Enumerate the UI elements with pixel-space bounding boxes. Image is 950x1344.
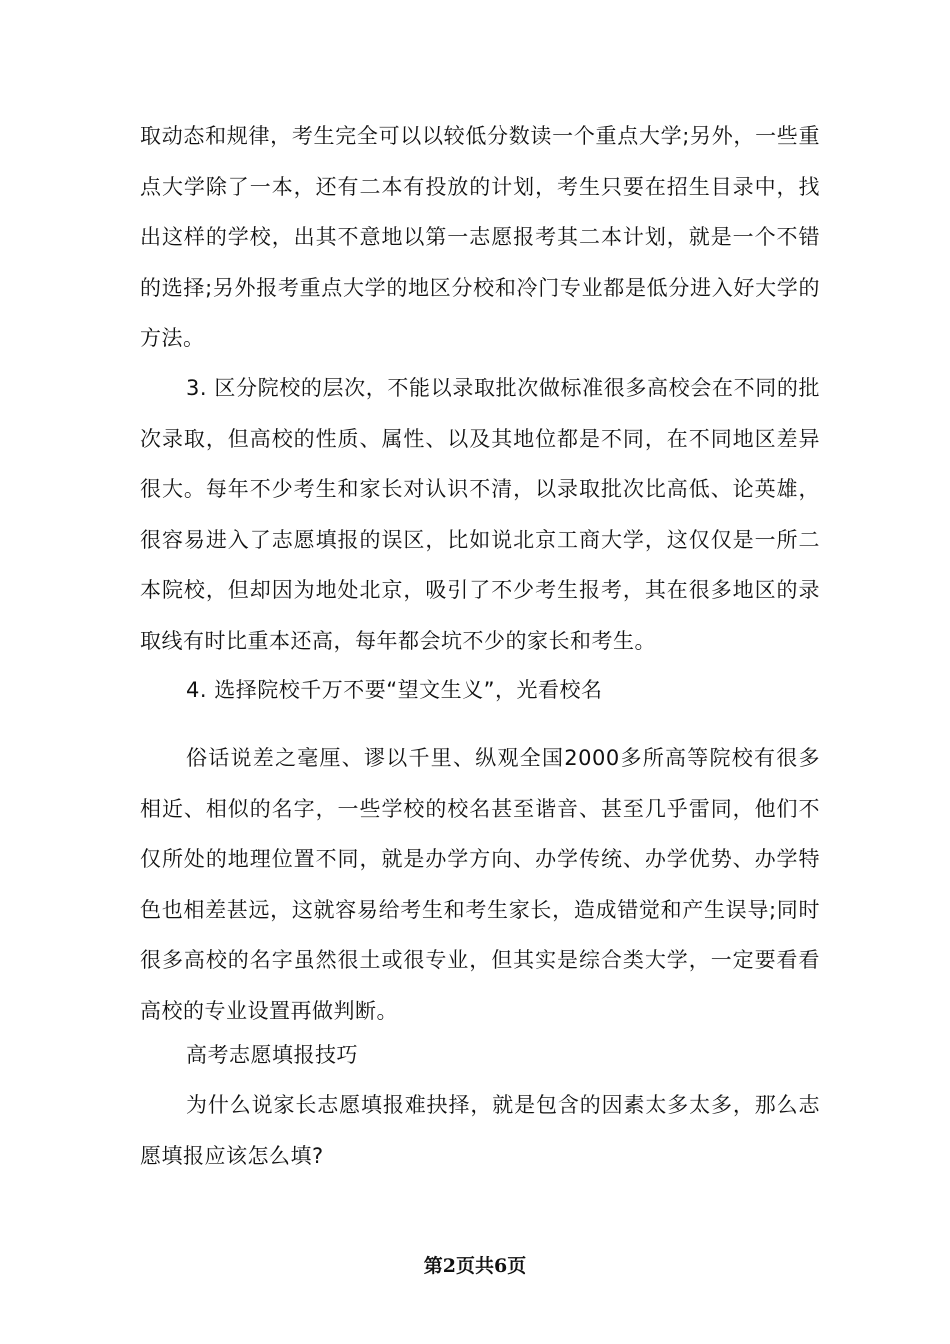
paragraph-continued-text: 取动态和规律，考生完全可以以较低分数读一个重点大学;另外，一些重点大学除了一本，还有二本有投放的计划，考生只要在招生目录中，找出这样的学校，出其不意地以第一志愿报考其二本计划，就是一个不错的选择;另外报考重点大学的地区分校和冷门专业都是低分进入好大学的方法。	[140, 124, 820, 350]
section-heading: 高考志愿填报技巧	[186, 1043, 358, 1067]
paragraph-point-4-body: 俗话说差之毫厘、谬以千里、纵观全国2000多所高等院校有很多相近、相似的名字，一些学校的校名甚至谐音、甚至几乎雷同，他们不仅所处的地理位置不同，就是办学方向、办学传统、办学优势、办学特色也相差甚远，这就容易给考生和考生家长，造成错觉和产生误导;同时很多高校的名字虽然很土或很专业，但其实是综合类大学，一定要看看高校的专业设置再做判断。	[140, 746, 820, 1023]
paragraph-intro-question: 为什么说家长志愿填报难抉择，就是包含的因素太多太多，那么志愿填报应该怎么填?	[140, 1093, 820, 1168]
paragraph-point-3: 3. 区分院校的层次，不能以录取批次做标准很多高校会在不同的批次录取，但高校的性质、属性、以及其地位都是不同，在不同地区差异很大。每年不少考生和家长对认识不清，以录取批次比高低、论英雄，很容易进入了志愿填报的误区，比如说北京工商大学，这仅仅是一所二本院校，但却因为地处北京，吸引了不少考生报考，其在很多地区的录取线有时比重本还高，每年都会坑不少的家长和考生。	[140, 376, 820, 653]
page-number-footer: 第2页共6页	[423, 1255, 527, 1277]
heading-point-4: 4. 选择院校千万不要“望文生义”，光看校名	[186, 678, 603, 702]
